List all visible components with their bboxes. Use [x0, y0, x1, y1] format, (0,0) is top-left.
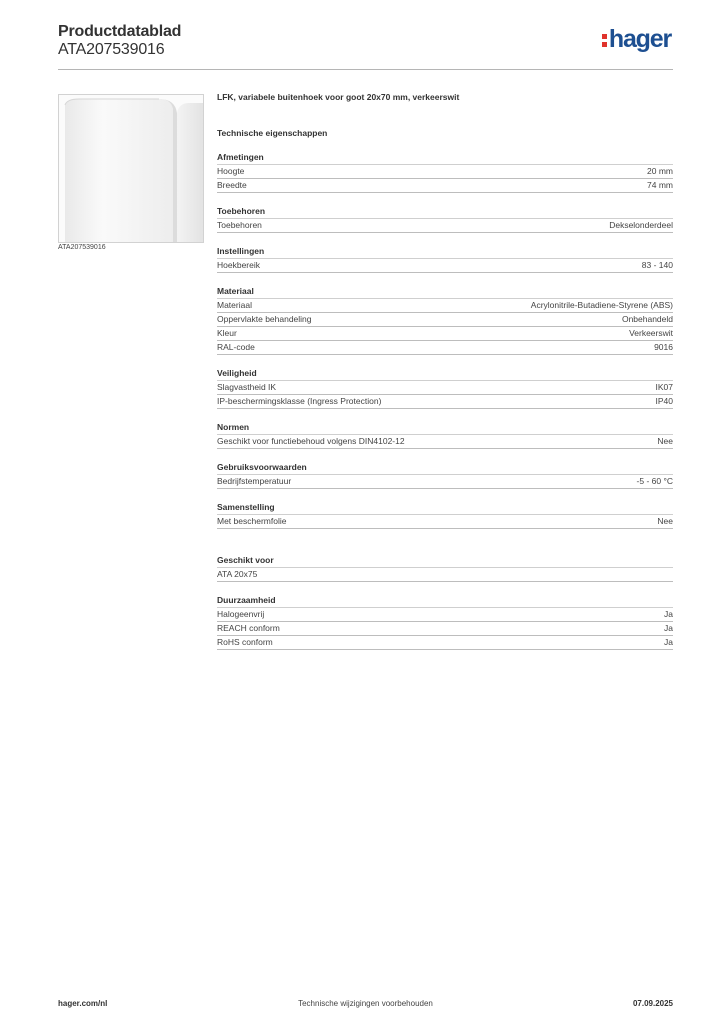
spec-value: 74 mm — [647, 180, 673, 190]
section-veiligheid — [217, 367, 673, 409]
section-title: Materiaal — [217, 285, 673, 299]
spec-row — [217, 435, 673, 449]
spec-label: Oppervlakte behandeling — [217, 314, 312, 324]
spec-value: -5 - 60 °C — [636, 476, 673, 486]
spec-row — [217, 327, 673, 341]
spec-row — [217, 636, 673, 650]
spec-row — [217, 313, 673, 327]
section-afmetingen — [217, 151, 673, 193]
spec-label: Bedrijfstemperatuur — [217, 476, 292, 486]
spec-value: 9016 — [654, 342, 673, 352]
product-code: ATA207539016 — [58, 41, 165, 58]
spec-label: RAL-code — [217, 342, 255, 352]
spec-value: Verkeerswit — [629, 328, 673, 338]
image-caption: ATA207539016 — [58, 244, 106, 251]
spec-label: Halogeenvrij — [217, 609, 265, 619]
spec-row — [217, 608, 673, 622]
spec-value: 20 mm — [647, 166, 673, 176]
section-title: Instellingen — [217, 245, 673, 259]
spec-value: Dekselonderdeel — [609, 220, 673, 230]
spec-row — [217, 515, 673, 529]
spec-label: ATA 20x75 — [217, 569, 258, 579]
logo-dots-icon — [601, 28, 608, 50]
spec-row — [217, 299, 673, 313]
section-title: Geschikt voor — [217, 554, 673, 568]
spec-value: IK07 — [655, 382, 673, 392]
section-title: Afmetingen — [217, 151, 673, 165]
spec-row — [217, 219, 673, 233]
section-normen — [217, 421, 673, 449]
spec-label: Met beschermfolie — [217, 516, 287, 526]
page-header — [58, 20, 673, 70]
spec-value: Acrylonitrile-Butadiene-Styrene (ABS) — [530, 300, 673, 310]
section-title: Duurzaamheid — [217, 594, 673, 608]
spec-row — [217, 179, 673, 193]
hager-logo: hager — [601, 25, 671, 54]
spec-value: 83 - 140 — [641, 260, 673, 270]
spec-label: IP-beschermingsklasse (Ingress Protection) — [217, 396, 382, 406]
spec-label: RoHS conform — [217, 637, 273, 647]
spec-row — [217, 475, 673, 489]
page-footer — [58, 999, 673, 1011]
section-instellingen — [217, 245, 673, 273]
spec-value: Onbehandeld — [621, 314, 673, 324]
spec-label: Geschikt voor functiebehoud volgens DIN4102-12 — [217, 436, 405, 446]
section-gebruiksvoorwaarden — [217, 461, 673, 489]
section-title: Gebruiksvoorwaarden — [217, 461, 673, 475]
product-image — [58, 94, 204, 243]
section-title: Normen — [217, 421, 673, 435]
section-title: Toebehoren — [217, 205, 673, 219]
spec-content — [217, 92, 673, 650]
spec-label: Kleur — [217, 328, 237, 338]
spec-row — [217, 622, 673, 636]
footer-date: 07.09.2025 — [632, 999, 673, 1008]
spec-label: REACH conform — [217, 623, 280, 633]
spec-value: IP40 — [655, 396, 673, 406]
spec-label: Hoogte — [217, 166, 245, 176]
section-title: Samenstelling — [217, 501, 673, 515]
spec-row — [217, 165, 673, 179]
spec-label: Materiaal — [217, 300, 252, 310]
spec-value: Ja — [664, 609, 673, 619]
spec-row — [217, 341, 673, 355]
spec-label: Toebehoren — [217, 220, 262, 230]
footer-note: Technische wijzigingen voorbehouden — [298, 999, 433, 1008]
spec-row — [217, 568, 673, 582]
spec-row — [217, 259, 673, 273]
section-duurzaamheid — [217, 594, 673, 650]
spec-row — [217, 395, 673, 409]
section-samenstelling — [217, 501, 673, 529]
tech-heading: Technische eigenschappen — [217, 128, 328, 138]
header-divider — [58, 69, 673, 70]
spec-value: Ja — [664, 637, 673, 647]
product-description: LFK, variabele buitenhoek voor goot 20x70 mm, verkeerswit — [217, 92, 460, 102]
spec-value: Ja — [664, 623, 673, 633]
spec-value: Nee — [657, 436, 673, 446]
spec-row — [217, 381, 673, 395]
section-title: Veiligheid — [217, 367, 673, 381]
section-geschikt-voor — [217, 554, 673, 582]
spec-value: Nee — [657, 516, 673, 526]
spec-label: Slagvastheid IK — [217, 382, 277, 392]
section-materiaal — [217, 285, 673, 355]
product-photo-icon — [59, 95, 203, 242]
spec-label: Hoekbereik — [217, 260, 260, 270]
footer-website-link[interactable]: hager.com/nl — [58, 999, 108, 1008]
section-toebehoren — [217, 205, 673, 233]
document-title: Productdatablad — [58, 23, 182, 40]
spec-label: Breedte — [217, 180, 247, 190]
